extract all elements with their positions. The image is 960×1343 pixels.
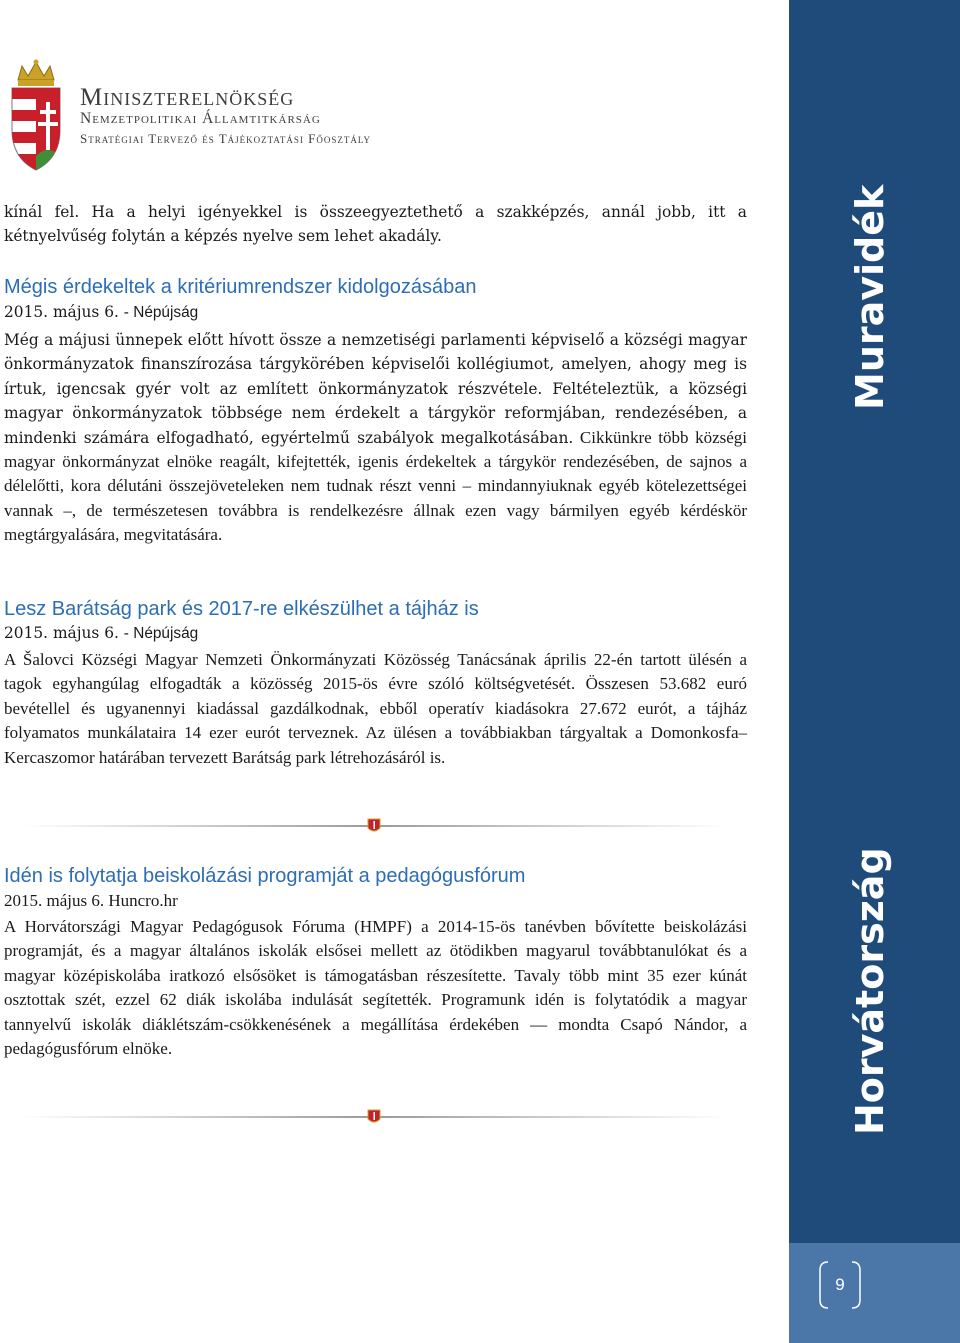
article-body-1-part1: Még a májusi ünnepek előtt hívott össze a nemzetiségi parlamenti képviselő a községi magyar önkormányzatok finanszírozása tárgykörében képviselői kollégiumot, amelyen, ahogy meg is írtuk, igencsak gyér volt az említett önkormányzatok részvétele. Feltételeztük, a községi magyar önkormányzatok többsége nem érdekelt a tárgykör reformjában, rendezésében, a mindenki számára elfogadható, egyértelmű szabályok megalkotásában.: [4, 331, 747, 447]
article-date-2: 2015. május 6.: [4, 624, 119, 642]
sidebar-footer: [789, 1243, 960, 1343]
header-department: Stratégiai Tervező és Tájékoztatási Főosztály: [80, 131, 372, 146]
article-body-2-text: A Šalovci Községi Magyar Nemzeti Önkormányzati Közösség Tanácsának április 22-én tartott ülésén a tagok egyhangúlag elfogadták a közösség 2015-ös évre szóló költségvetését. Összesen 53.682 euró bevétellel és ugyanennyi kiadással gazdálkodnak, ebből operatív kiadásokra 27.672 eurót, a tájház folyamatos munkálataira 14 ezer eurót terveznek. Az ülésen a továbbiakban tárgyaltak a Domonkosfa–Kercaszomor határában tervezett Barátság park létrehozásáról is.: [4, 650, 747, 767]
article-meta-3: [4, 891, 178, 911]
page-number: 9: [835, 1275, 845, 1294]
article-date-1: 2015. május 6.: [4, 303, 119, 321]
region-label-muravidek: Muravidék: [848, 184, 892, 410]
coat-of-arms-divider-icon: [22, 1107, 727, 1127]
header-secretariat: Nemzetpolitikai Államtitkárság: [80, 110, 321, 127]
coat-of-arms-logo: [6, 58, 66, 176]
article-title-1: Mégis érdekeltek a kritériumrendszer kidolgozásában: [4, 276, 477, 298]
article-title-2: Lesz Barátság park és 2017-re elkészülhet a tájház is: [4, 598, 479, 620]
article-body-1: [4, 328, 747, 548]
article-meta-2: [4, 624, 198, 643]
header-ministry: Miniszterelnökség: [80, 84, 295, 111]
article-body-2: [4, 648, 747, 770]
article-body-3-text: A Horvátországi Magyar Pedagógusok Fóruma (HMPF) a 2014-15-ös tanévben bővítette beiskolázási programját, és a magyar általános iskolák elsősei mellett az ötödikben magyarul továbbtanulókat és a magyar középiskolába iratkozó elsősöket is támogatásban részesítette. Tavaly több mint 35 ezer kúnát osztottak szét, ezzel 62 diák iskolába indulását segítették. Programunk idén is folytatódik a magyar tannyelvű iskolák diáklétszám-csökkenésének a megállítása érdekében — mondta Csapó Nándor, a pedagógusfórum elnöke.: [4, 917, 747, 1059]
article-body-1-part2: Cikkünkre több községi magyar önkormányzat elnöke reagált, kifejtették, igenis érdekeltek a tárgykör rendezésében, de sajnos a délelőtti, kora délutáni összejöveteleken nem tudnak részt venni – mindannyiuknak egyéb kötelezettségei vannak –, de természetesen továbbra is rendelkezésre állnak ezen vagy bármilyen egyéb kérdéskör megtárgyalására, megvitatására.: [4, 427, 747, 545]
intro-text: kínál fel. Ha a helyi igényekkel is összeegyeztethető a szakképzés, annál jobb, itt a kétnyelvűség folytán a képzés nyelve sem lehet akadály.: [4, 203, 747, 246]
article-meta-1: [4, 303, 198, 322]
article-date-3: 2015. május 6.: [4, 891, 105, 910]
article-title-3: Idén is folytatja beiskolázási programját a pedagógusfórum: [4, 865, 526, 887]
intro-paragraph: [4, 200, 747, 249]
article-source-3: Huncro.hr: [108, 891, 178, 910]
article-body-3: [4, 915, 747, 1061]
article-source-2: - Népújság: [123, 625, 199, 642]
article-source-1: - Népújság: [123, 304, 199, 321]
region-label-horvatorszag: Horvátország: [848, 847, 892, 1135]
coat-of-arms-divider-icon: [22, 816, 727, 836]
